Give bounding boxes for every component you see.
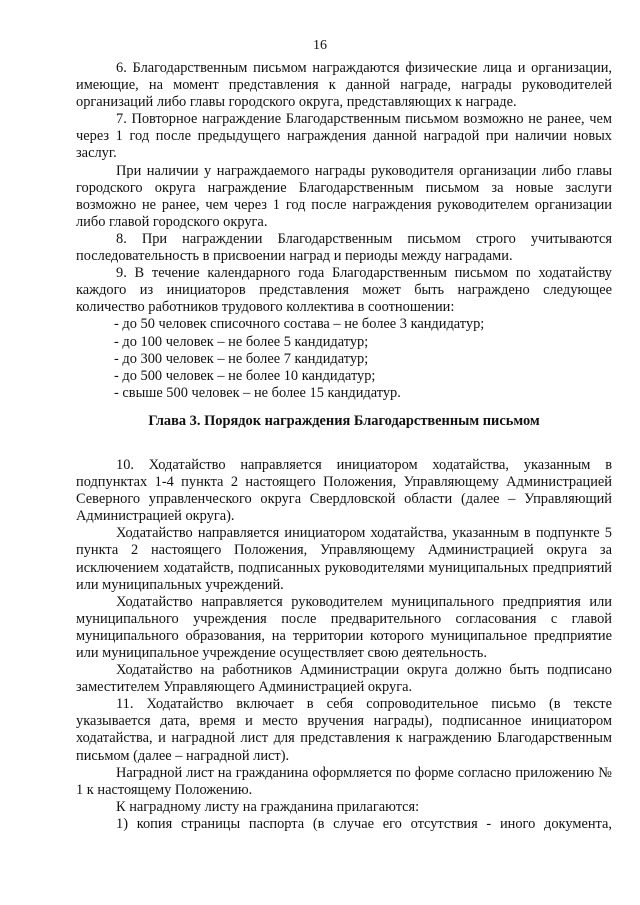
paragraph: 10. Ходатайство направляется инициатором ходатайства, указанным в подпунктах 1-4 пункта 2 настоящего Положения, Управляющему Администрацией Северного управленческого округа Свердловской области (далее – Управляющий Администрацией округа). bbox=[76, 456, 612, 525]
list-item: - до 100 человек – не более 5 кандидатур; bbox=[114, 333, 369, 350]
list-item: - до 500 человек – не более 10 кандидатур; bbox=[114, 367, 376, 384]
paragraph: 8. При награждении Благодарственным письмом строго учитываются последовательность в присвоении наград и периоды между наградами. bbox=[76, 230, 612, 265]
paragraph: Ходатайство направляется руководителем муниципального предприятия или муниципального учреждения после предварительного согласования с главой муниципального образования, на территории которого муниципальное предприятие или муниципальное учреждение осуществляет свою деятельность. bbox=[76, 593, 612, 661]
paragraph: 9. В течение календарного года Благодарственным письмом по ходатайству каждого из инициаторов представления может быть награждено следующее количество работников трудового коллектива в соотношении: bbox=[76, 265, 612, 316]
document-body bbox=[76, 60, 612, 833]
list-item: - свыше 500 человек – не более 15 кандидатур. bbox=[114, 384, 401, 401]
paragraph: К наградному листу на гражданина прилагаются: bbox=[116, 798, 420, 815]
list-item: - до 300 человек – не более 7 кандидатур; bbox=[114, 350, 369, 367]
paragraph: 11. Ходатайство включает в себя сопроводительное письмо (в тексте указывается дата, время и место вручения награды), подписанное инициатором ходатайства, и наградной лист для представления к награждению Благодарственным письмом (далее – наградной лист). bbox=[76, 696, 612, 764]
paragraph: 6. Благодарственным письмом награждаются физические лица и организации, имеющие, на момент представления к данной награде, награды руководителей организаций либо главы городского округа, представляющих к награде. bbox=[76, 60, 612, 111]
paragraph: Наградной лист на гражданина оформляется по форме согласно приложению № 1 к настоящему Положению. bbox=[76, 764, 612, 798]
page-number: 16 bbox=[313, 38, 327, 53]
paragraph: 1) копия страницы паспорта (в случае его отсутствия - иного документа, bbox=[116, 815, 612, 832]
paragraph: При наличии у награждаемого награды руководителя организации либо главы городского округа награждение Благодарственным письмом за новые заслуги возможно не ранее, чем через 1 год после награждения руководителем организации либо главой городского округа. bbox=[76, 162, 612, 230]
paragraph: Ходатайство на работников Администрации округа должно быть подписано заместителем Управляющего Администрацией округа. bbox=[76, 662, 612, 696]
paragraph: 7. Повторное награждение Благодарственным письмом возможно не ранее, чем через 1 год после предыдущего награждения данной наградой при наличии новых заслуг. bbox=[76, 111, 612, 162]
paragraph: Ходатайство направляется инициатором ходатайства, указанным в подпункте 5 пункта 2 настоящего Положения, Управляющему Администрацией округа за исключением ходатайств, подписанных руководителями муниципальных предприятий или муниципальных учреждений. bbox=[76, 525, 612, 593]
chapter-heading: Глава 3. Порядок награждения Благодарственным письмом bbox=[148, 412, 540, 429]
list-item: - до 50 человек списочного состава – не более 3 кандидатур; bbox=[114, 316, 485, 333]
